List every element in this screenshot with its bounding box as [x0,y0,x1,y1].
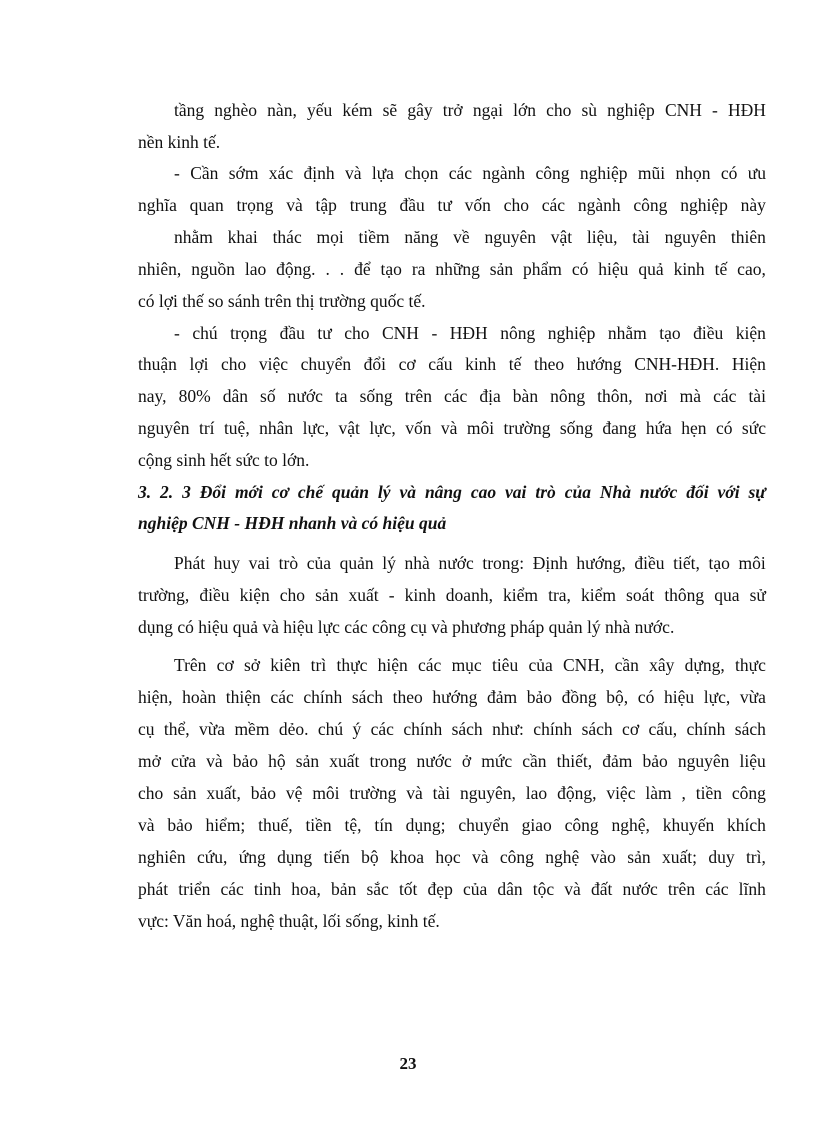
text-line: Trên cơ sở kiên trì thực hiện các mục tiêu của CNH, cần xây dựng, thực [174,655,766,675]
text-line: và bảo hiểm; thuế, tiền tệ, tín dụng; chuyển giao công nghệ, khuyến khích [138,815,766,835]
section-heading-line: nghiệp CNH - HĐH nhanh và có hiệu quả [138,513,447,533]
text-line: - Cần sớm xác định và lựa chọn các ngành công nghiệp mũi nhọn có ưu [174,163,766,183]
text-line: có lợi thế so sánh trên thị trường quốc tế. [138,291,426,311]
text-line: - chú trọng đầu tư cho CNH - HĐH nông nghiệp nhằm tạo điều kiện [174,323,766,343]
text-line: nay, 80% dân số nước ta sống trên các địa bàn nông thôn, nơi mà các tài [138,386,766,406]
text-line: cộng sinh hết sức to lớn. [138,450,310,470]
text-line: nền kinh tế. [138,132,221,152]
text-line: cho sản xuất, bảo vệ môi trường và tài nguyên, lao động, việc làm , tiền công [138,783,766,803]
text-line: cụ thể, vừa mềm dẻo. chú ý các chính sách như: chính sách cơ cấu, chính sách [138,719,766,739]
text-line: mở cửa và bảo hộ sản xuất trong nước ở mức cần thiết, đảm bảo nguyên liệu [138,751,766,771]
text-line: hiện, hoàn thiện các chính sách theo hướng đảm bảo đồng bộ, có hiệu lực, vừa [138,687,766,707]
text-line: trường, điều kiện cho sản xuất - kinh doanh, kiểm tra, kiểm soát thông qua sử [138,585,766,605]
text-line: phát triển các tinh hoa, bản sắc tốt đẹp của dân tộc và đất nước trên các lĩnh [138,879,766,899]
text-line: thuận lợi cho việc chuyển đổi cơ cấu kinh tế theo hướng CNH-HĐH. Hiện [138,354,766,374]
text-line: nghĩa quan trọng và tập trung đầu tư vốn cho các ngành công nghiệp này [138,195,766,215]
page-number: 23 [399,1054,417,1073]
text-line: nhằm khai thác mọi tiềm năng về nguyên vật liệu, tài nguyên thiên [174,227,766,247]
section-heading-line: 3. 2. 3 Đổi mới cơ chế quản lý và nâng cao vai trò của Nhà nước đối với sự [138,482,766,502]
text-line: nguyên trí tuệ, nhân lực, vật lực, vốn và môi trường sống đang hứa hẹn có sức [138,418,766,438]
text-line: Phát huy vai trò của quản lý nhà nước trong: Định hướng, điều tiết, tạo môi [174,553,766,573]
text-line: tầng nghèo nàn, yếu kém sẽ gây trở ngại lớn cho sù nghiệp CNH - HĐH [174,100,766,120]
text-line: vực: Văn hoá, nghệ thuật, lối sống, kinh tế. [138,911,440,931]
text-line: nhiên, nguồn lao động. . . để tạo ra những sản phẩm có hiệu quả kinh tế cao, [138,259,766,279]
text-line: nghiên cứu, ứng dụng tiến bộ khoa học và công nghệ vào sản xuất; duy trì, [138,847,766,867]
text-line: dụng có hiệu quả và hiệu lực các công cụ và phương pháp quản lý nhà nước. [138,617,675,637]
